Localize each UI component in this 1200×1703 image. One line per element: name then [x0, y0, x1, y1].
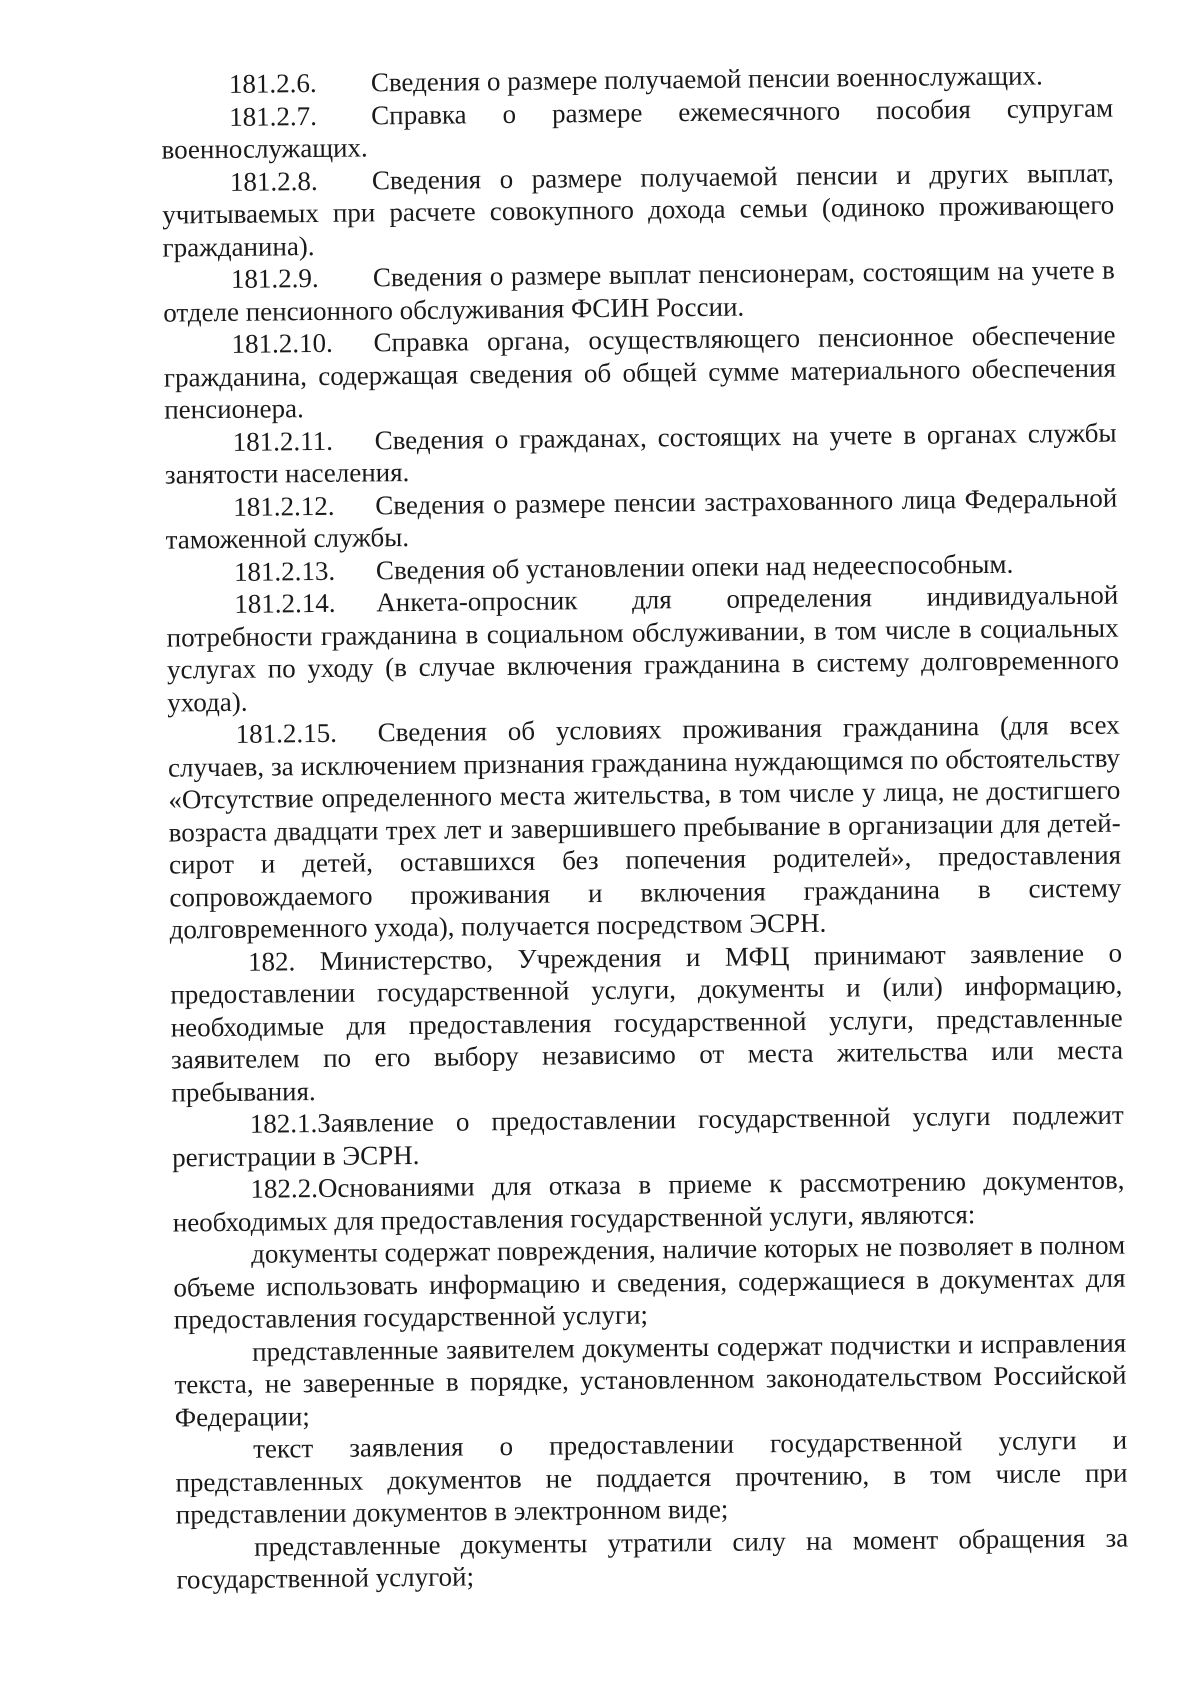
- paragraph-text: Сведения об условиях проживания гражданина (для всех случаев, за исключением признания гражданина нуждающимся по обстоятельству «Отсутствие определенного места жительства, в том числе у лица, не достигшего возраста двадцати трех лет и завершившего пребывание в организации для детей-сирот и детей, оставшихся без попечения родителей», предоставления сопровождаемого проживания и включения гражданина в систему долговременного ухода), получается посредством ЭСРН.: [167, 709, 1122, 945]
- paragraph-181-2-11: [164, 416, 1117, 491]
- paragraph-number: 181.2.9.: [230, 262, 319, 294]
- refusal-ground-unreadable: текст заявления о предоставлении государственной услуги и представленных документов не поддается прочтению, в том числе при представлении документов в электронном виде;: [175, 1424, 1128, 1530]
- paragraph-181-2-10: [163, 319, 1116, 426]
- paragraph-182: 182. Министерство, Учреждения и МФЦ принимают заявление о предоставлении государственной услуги, документы и (или) информацию, необходимые для предоставления государственной услуги, представленные заявителем по его выбору независимо от места жительства или места пребывания.: [170, 937, 1124, 1108]
- paragraph-text: Сведения о размере получаемой пенсии военнослужащих.: [370, 60, 1043, 98]
- paragraph-text: Сведения об установлении опеки над недееспособным.: [375, 548, 1014, 585]
- paragraph-text: Анкета-опросник для определения индивидуальной потребности гражданина в социальном обслуживании, в том числе в социальных услугах по уходу (в случае включения гражданина в систему долговременного ухода).: [166, 579, 1120, 718]
- paragraph-181-2-9: [163, 254, 1116, 329]
- paragraph-number: 181.2.13.: [233, 555, 336, 587]
- paragraph-181-2-7: [161, 91, 1114, 166]
- paragraph-text: Сведения о размере выплат пенсионерам, состоящим на учете в отделе пенсионного обслуживания ФСИН России.: [163, 254, 1116, 328]
- paragraph-text: Сведения о гражданах, состоящих на учете в органах службы занятости населения.: [164, 417, 1117, 490]
- paragraph-181-2-14: [166, 579, 1119, 719]
- paragraph-number: 181.2.15.: [235, 717, 338, 749]
- paragraph-text: Сведения о размере пенсии застрахованного лица Федеральной таможенной службы.: [165, 482, 1118, 555]
- paragraph-number: 181.2.11.: [232, 425, 334, 457]
- paragraph-number: 181.2.8.: [229, 165, 318, 197]
- paragraph-number: 181.2.10.: [231, 327, 333, 359]
- paragraph-number: 181.2.7.: [229, 100, 318, 132]
- paragraph-number: 181.2.12.: [233, 490, 335, 522]
- paragraph-number: 181.2.14.: [234, 587, 336, 619]
- paragraph-182-2: 182.2.Основаниями для отказа в приеме к рассмотрению документов, необходимых для предоставления государственной услуги, являются:: [172, 1164, 1125, 1238]
- paragraph-181-2-8: [162, 156, 1115, 263]
- paragraph-number: 181.2.6.: [228, 67, 317, 99]
- refusal-ground-damaged-documents: документы содержат повреждения, наличие которых не позволяет в полном объеме использовать информацию и сведения, содержащиеся в документах для предоставления государственной услуги;: [173, 1229, 1126, 1335]
- paragraph-text: Сведения о размере получаемой пенсии и других выплат, учитываемых при расчете совокупного дохода семьи (одиноко проживающего гражданина).: [162, 157, 1115, 263]
- refusal-ground-corrections: представленные заявителем документы содержат подчистки и исправления текста, не заверенные в порядке, установленном законодательством Российской Федерации;: [174, 1327, 1127, 1433]
- paragraph-181-2-15: [168, 709, 1122, 946]
- paragraph-181-2-12: [165, 481, 1118, 556]
- paragraph-text: Справка органа, осуществляющего пенсионное обеспечение гражданина, содержащая сведения об общей сумме материального обеспечения пенсионера.: [163, 319, 1117, 425]
- paragraph-text: Справка о размере ежемесячного пособия супругам военнослужащих.: [161, 92, 1114, 165]
- paragraph-182-1: 182.1.Заявление о предоставлении государственной услуги подлежит регистрации в ЭСРН.: [171, 1099, 1124, 1173]
- document-text: [161, 59, 1129, 1596]
- refusal-ground-expired: представленные документы утратили силу на момент обращения за государственной услугой;: [176, 1522, 1129, 1595]
